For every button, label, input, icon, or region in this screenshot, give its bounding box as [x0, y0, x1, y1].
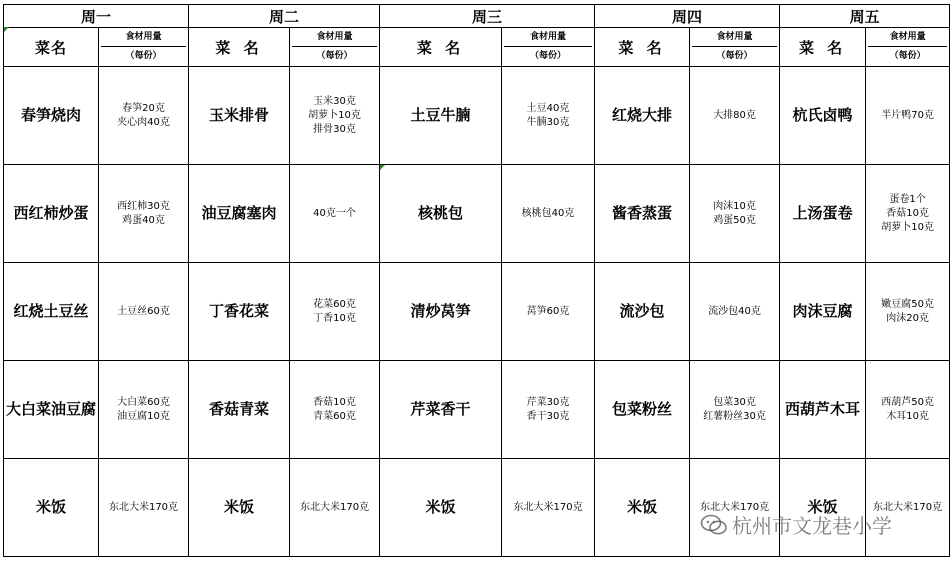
quantity-line: 东北大米170克 [700, 501, 770, 513]
ingredient-quantity [99, 165, 189, 263]
quantity-column-header: 食材用量 （每份） [290, 28, 380, 67]
quantity-line: 香菇10克 [886, 207, 929, 219]
ingredient-quantity [290, 459, 380, 557]
dish-name: 流沙包 [595, 263, 690, 361]
ingredient-quantity [99, 67, 189, 165]
dish-column-header: 菜名 [4, 28, 99, 67]
dish-name: 米饭 [189, 459, 290, 557]
dish-name: 米饭 [595, 459, 690, 557]
dish-name: 香菇青菜 [189, 361, 290, 459]
ingredient-quantity [866, 165, 950, 263]
quantity-line: 芹菜30克 [526, 396, 570, 408]
menu-row [4, 67, 950, 165]
dish-name: 米饭 [780, 459, 866, 557]
ingredient-quantity [690, 263, 780, 361]
menu-row [4, 361, 950, 459]
quantity-line: 青菜60克 [313, 410, 356, 422]
quantity-line: 40克一个 [313, 207, 356, 219]
quantity-line: 东北大米170克 [873, 501, 943, 513]
quantity-line: 油豆腐10克 [117, 410, 170, 422]
ingredient-quantity [290, 361, 380, 459]
dish-name: 春笋烧肉 [4, 67, 99, 165]
watermark-text: 杭州市文龙巷小学 [732, 514, 892, 538]
quantity-line: 肉沫10克 [713, 200, 756, 212]
quantity-line: 土豆丝60克 [117, 305, 170, 317]
ingredient-quantity [502, 67, 595, 165]
quantity-line: 夹心肉40克 [117, 116, 170, 128]
ingredient-quantity [690, 361, 780, 459]
quantity-line: 蛋卷1个 [889, 193, 926, 205]
dish-name: 丁香花菜 [189, 263, 290, 361]
quantity-line: 胡萝卜10克 [881, 221, 934, 233]
dish-name: 玉米排骨 [189, 67, 290, 165]
quantity-line: 西红柿30克 [117, 200, 170, 212]
dish-name: 包菜粉丝 [595, 361, 690, 459]
quantity-column-header: 食材用量 （每份） [690, 28, 780, 67]
quantity-column-header: 食材用量 （每份） [866, 28, 950, 67]
dish-column-header: 菜 名 [595, 28, 690, 67]
quantity-line: 莴笋60克 [526, 305, 570, 317]
dish-name: 红烧土豆丝 [4, 263, 99, 361]
ingredient-quantity [690, 459, 780, 557]
menu-row [4, 263, 950, 361]
dish-name: 酱香蒸蛋 [595, 165, 690, 263]
ingredient-quantity [502, 165, 595, 263]
quantity-line: 肉沫20克 [886, 312, 929, 324]
quantity-line: 流沙包40克 [708, 305, 761, 317]
dish-name: 西红柿炒蛋 [4, 165, 99, 263]
ingredient-quantity [502, 361, 595, 459]
day-header-row [4, 5, 950, 28]
dish-column-header: 菜 名 [380, 28, 502, 67]
day-header: 周一 [4, 5, 189, 28]
ingredient-quantity [866, 459, 950, 557]
quantity-line: 东北大米170克 [108, 501, 179, 513]
dish-name: 核桃包 [380, 165, 502, 263]
dish-column-header: 菜 名 [780, 28, 866, 67]
quantity-line: 包菜30克 [713, 396, 756, 408]
quantity-line: 红薯粉丝30克 [703, 410, 766, 422]
menu-row [4, 459, 950, 557]
dish-name: 红烧大排 [595, 67, 690, 165]
ingredient-quantity [290, 165, 380, 263]
quantity-line: 大排80克 [713, 109, 756, 121]
ingredient-quantity [502, 263, 595, 361]
ingredient-quantity [290, 263, 380, 361]
quantity-column-header: 食材用量 （每份） [502, 28, 595, 67]
column-header-row [4, 28, 950, 67]
dish-name: 米饭 [4, 459, 99, 557]
dish-name: 清炒莴笋 [380, 263, 502, 361]
quantity-line: 西葫芦50克 [881, 396, 934, 408]
weekly-menu-table [3, 4, 950, 557]
cell-marker [4, 27, 9, 32]
quantity-line: 春笋20克 [122, 102, 165, 114]
dish-name: 芹菜香干 [380, 361, 502, 459]
watermark [700, 510, 892, 539]
quantity-line: 东北大米170克 [513, 501, 583, 513]
menu-row [4, 165, 950, 263]
ingredient-quantity [866, 361, 950, 459]
day-header: 周五 [780, 5, 950, 28]
quantity-line: 花菜60克 [313, 298, 356, 310]
ingredient-quantity [866, 263, 950, 361]
day-header: 周四 [595, 5, 780, 28]
dish-name: 米饭 [380, 459, 502, 557]
quantity-line: 鸡蛋40克 [122, 214, 165, 226]
wechat-icon [700, 514, 728, 536]
quantity-line: 牛腩30克 [526, 116, 570, 128]
dish-name: 土豆牛腩 [380, 67, 502, 165]
dish-name: 西葫芦木耳 [780, 361, 866, 459]
quantity-line: 玉米30克 [313, 95, 356, 107]
quantity-line: 排骨30克 [313, 123, 356, 135]
ingredient-quantity [290, 67, 380, 165]
ingredient-quantity [866, 67, 950, 165]
quantity-line: 香菇10克 [313, 396, 356, 408]
ingredient-quantity [99, 361, 189, 459]
quantity-line: 东北大米170克 [299, 501, 370, 513]
ingredient-quantity [99, 263, 189, 361]
menu-body [4, 67, 950, 557]
quantity-line: 土豆40克 [526, 102, 570, 114]
dish-name: 大白菜油豆腐 [4, 361, 99, 459]
dish-name: 油豆腐塞肉 [189, 165, 290, 263]
quantity-line: 核桃包40克 [521, 207, 575, 219]
quantity-line: 胡萝卜10克 [308, 109, 361, 121]
quantity-line: 嫩豆腐50克 [881, 298, 934, 310]
ingredient-quantity [502, 459, 595, 557]
dish-column-header: 菜 名 [189, 28, 290, 67]
quantity-line: 大白菜60克 [117, 396, 170, 408]
quantity-line: 鸡蛋50克 [713, 214, 756, 226]
ingredient-quantity [690, 165, 780, 263]
day-header: 周二 [189, 5, 380, 28]
dish-name: 上汤蛋卷 [780, 165, 866, 263]
dish-name: 肉沫豆腐 [780, 263, 866, 361]
ingredient-quantity [99, 459, 189, 557]
quantity-column-header: 食材用量 （每份） [99, 28, 189, 67]
quantity-line: 香干30克 [526, 410, 570, 422]
quantity-line: 丁香10克 [313, 312, 356, 324]
cell-marker [380, 165, 385, 170]
quantity-line: 木耳10克 [886, 410, 929, 422]
dish-name: 杭氏卤鸭 [780, 67, 866, 165]
quantity-line: 半片鸭70克 [881, 109, 934, 121]
ingredient-quantity [690, 67, 780, 165]
day-header: 周三 [380, 5, 595, 28]
